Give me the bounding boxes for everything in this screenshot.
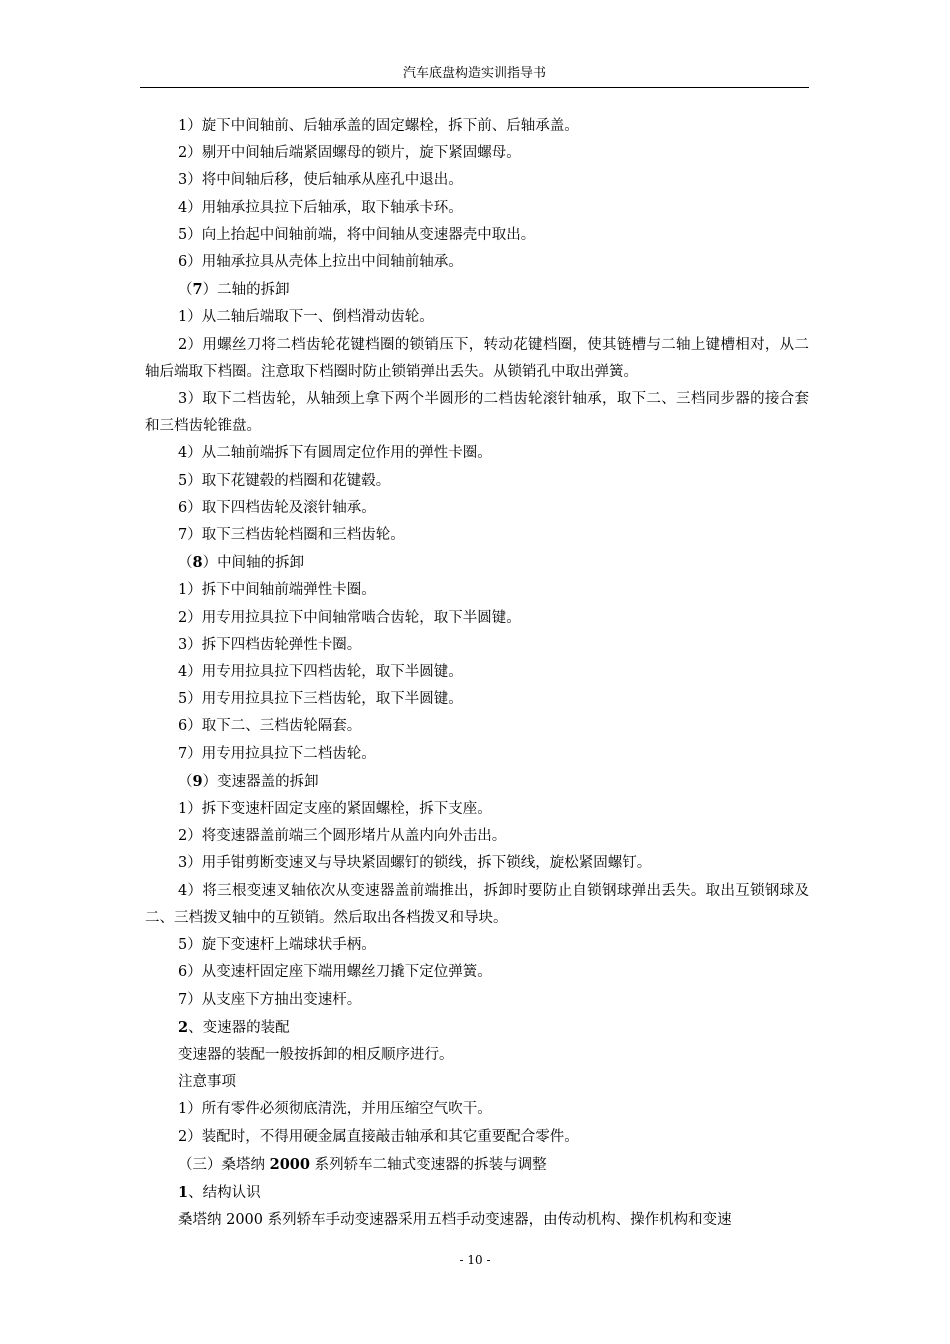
- paragraph: 2）用专用拉具拉下中间轴常啮合齿轮，取下半圆键。: [178, 609, 521, 626]
- heading-prefix: （三）桑塔纳: [178, 1156, 270, 1173]
- paragraph: 变速器的装配一般按拆卸的相反顺序进行。: [178, 1046, 454, 1063]
- heading-text: ）变速器盖的拆卸: [202, 773, 319, 790]
- heading-number: 2: [178, 1018, 189, 1036]
- heading-number: 2000: [269, 1155, 310, 1173]
- paragraph: 4）将三根变速叉轴依次从变速器盖前端推出，拆卸时要防止自锁钢球弹出丢失。取出互锁钢球及二、三档拨叉轴中的互锁销。然后取出各档拨叉和导块。: [145, 882, 809, 926]
- heading-text: ）中间轴的拆卸: [202, 555, 305, 572]
- heading-text: ）二轴的拆卸: [202, 282, 290, 299]
- paragraph: 1）所有零件必须彻底清洗，并用压缩空气吹干。: [178, 1101, 492, 1118]
- paragraph: 5）旋下变速杆上端球状手柄。: [178, 937, 376, 954]
- paragraph: 6）从变速杆固定座下端用螺丝刀撬下定位弹簧。: [178, 964, 492, 981]
- paragraph: 5）取下花键毂的档圈和花键毂。: [178, 472, 391, 489]
- section-heading: [145, 768, 809, 796]
- paragraph: 注意事项: [178, 1074, 236, 1091]
- paragraph: 2）用螺丝刀将二档齿轮花键档圈的锁销压下，转动花键档圈，使其链槽与二轴上键槽相对，从二轴后端取下档圈。注意取下档圈时防止锁销弹出丢失。从锁销孔中取出弹簧。: [145, 336, 809, 380]
- paragraph: 1）从二轴后端取下一、倒档滑动齿轮。: [178, 309, 434, 326]
- heading-prefix: （: [178, 555, 193, 572]
- paragraph: 3）取下二档齿轮，从轴颈上拿下两个半圆形的二档齿轮滚针轴承，取下二、三档同步器的接合套和三档齿轮锥盘。: [145, 391, 809, 435]
- paragraph: 3）将中间轴后移，使后轴承从座孔中退出。: [178, 172, 463, 189]
- paragraph: 桑塔纳 2000 系列轿车手动变速器采用五档手动变速器，由传动机构、操作机构和变速: [178, 1212, 732, 1229]
- section-heading: [145, 1151, 809, 1179]
- paragraph: 5）用专用拉具拉下三档齿轮，取下半圆键。: [178, 691, 463, 708]
- heading-prefix: （: [178, 773, 193, 790]
- heading-text: 、结构认识: [188, 1184, 261, 1201]
- paragraph: 6）用轴承拉具从壳体上拉出中间轴前轴承。: [178, 254, 463, 271]
- paragraph: 1）拆下中间轴前端弹性卡圈。: [178, 582, 376, 599]
- paragraph: 6）取下二、三档齿轮隔套。: [178, 718, 362, 735]
- paragraph: 4）从二轴前端拆下有圆周定位作用的弹性卡圈。: [178, 445, 492, 462]
- paragraph: 3）拆下四档齿轮弹性卡圈。: [178, 636, 362, 653]
- heading-prefix: （: [178, 282, 193, 299]
- paragraph: 5）向上抬起中间轴前端，将中间轴从变速器壳中取出。: [178, 226, 536, 243]
- paragraph: 3）用手钳剪断变速叉与导块紧固螺钉的锁线，拆下锁线，旋松紧固螺钉。: [178, 855, 652, 872]
- heading-number: 9: [192, 772, 203, 790]
- paragraph: 2）装配时，不得用硬金属直接敲击轴承和其它重要配合零件。: [178, 1128, 579, 1145]
- section-heading: [145, 276, 809, 304]
- heading-number: 1: [178, 1183, 189, 1201]
- heading-number: 7: [192, 281, 203, 299]
- paragraph: 7）用专用拉具拉下二档齿轮。: [178, 745, 376, 762]
- paragraph: 7）取下三档齿轮档圈和三档齿轮。: [178, 527, 405, 544]
- paragraph: 7）从支座下方抽出变速杆。: [178, 991, 362, 1008]
- paragraph: 6）取下四档齿轮及滚针轴承。: [178, 499, 376, 516]
- paragraph: 1）拆下变速杆固定支座的紧固螺栓，拆下支座。: [178, 801, 492, 818]
- section-heading: [145, 1014, 809, 1042]
- paragraph: 4）用轴承拉具拉下后轴承，取下轴承卡环。: [178, 199, 463, 216]
- paragraph: 1）旋下中间轴前、后轴承盖的固定螺栓，拆下前、后轴承盖。: [178, 118, 579, 134]
- heading-text: 系列轿车二轴式变速器的拆装与调整: [309, 1156, 547, 1173]
- section-heading: [145, 549, 809, 577]
- header-rule: [140, 87, 809, 88]
- section-heading: [145, 1179, 809, 1207]
- paragraph: 2）剔开中间轴后端紧固螺母的锁片，旋下紧固螺母。: [178, 145, 521, 162]
- paragraph: 4）用专用拉具拉下四档齿轮，取下半圆键。: [178, 664, 463, 681]
- page-header: 汽车底盘构造实训指导书: [402, 66, 546, 81]
- paragraph: 2）将变速器盖前端三个圆形堵片从盖内向外击出。: [178, 828, 507, 845]
- heading-text: 、变速器的装配: [188, 1019, 290, 1036]
- document-body: [145, 113, 809, 1234]
- heading-number: 8: [192, 554, 203, 572]
- page-number: - 10 -: [459, 1253, 491, 1267]
